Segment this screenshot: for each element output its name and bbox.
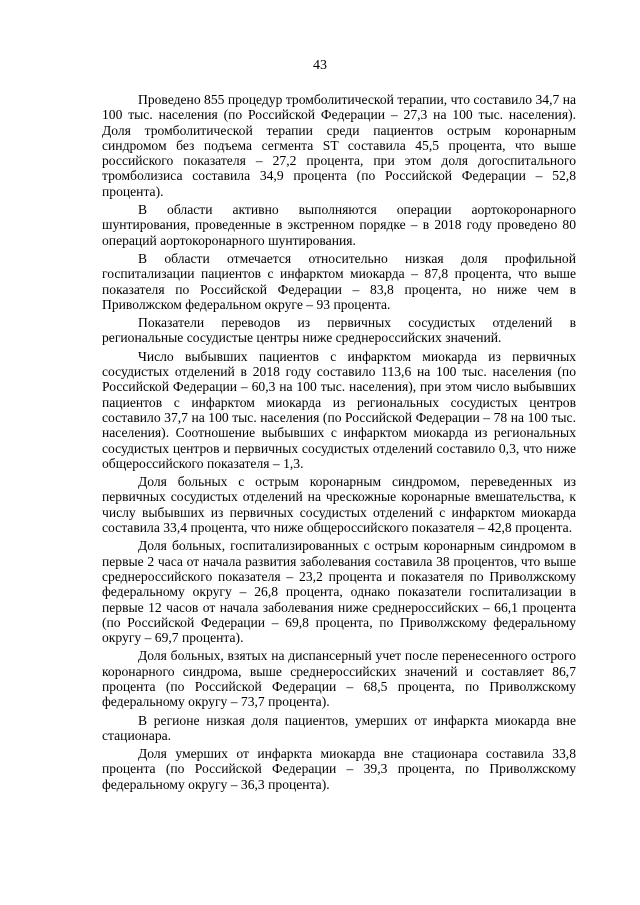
paragraph-transfer-indicators: Показатели переводов из первичных сосудистых отделений в региональные сосудистые центры ниже среднероссийских значений. [102, 315, 576, 346]
paragraph-early-hospitalization: Доля больных, госпитализированных с острым коронарным синдромом в первые 2 часа от начала развития заболевания составила 38 процентов, что выше среднероссийского показателя – 23,2 процента и показателя по Приволжскому федеральному округу – 26,8 процента, однако показатели госпитализации в первые 12 часов от начала заболевания ниже среднероссийских – 66,1 процента (по Российской Федерации – 69,8 процента, по Приволжскому федеральному округу – 69,7 процента). [102, 538, 576, 646]
paragraph-bypass-surgery: В области активно выполняются операции аортокоронарного шунтирования, проведенные в экстренном порядке – в 2018 году проведено 80 операций аортокоронарного шунтирования. [102, 202, 576, 248]
paragraph-profile-hospitalization: В области отмечается относительно низкая доля профильной госпитализации пациентов с инфарктом миокарда – 87,8 процента, что выше показателя по Российской Федерации – 83,8 процента, но ниже чем в Приволжском федеральном округе – 93 процента. [102, 250, 576, 312]
document-body [102, 92, 576, 795]
paragraph-out-of-hospital-deaths-share: Доля умерших от инфаркта миокарда вне стационара составила 33,8 процента (по Российской Федерации – 39,3 процента, по Приволжскому федеральному округу – 36,3 процента). [102, 746, 576, 792]
paragraph-discharged-patients: Число выбывших пациентов с инфарктом миокарда из первичных сосудистых отделений в 2018 году составило 113,6 на 100 тыс. населения (по Российской Федерации – 60,3 на 100 тыс. населения), при этом число выбывших пациентов с инфарктом миокарда из региональных сосудистых центров составило 37,7 на 100 тыс. населения (по Российской Федерации – 78 на 100 тыс. населения). Соотношение выбывших с инфарктом миокарда из региональных сосудистых центров и первичных сосудистых отделений составило 0,3, что ниже общероссийского показателя – 1,3. [102, 348, 576, 471]
paragraph-dispensary-registration: Доля больных, взятых на диспансерный учет после перенесенного острого коронарного синдрома, выше среднероссийских значений и составляет 86,7 процента (по Российской Федерации – 68,5 процента, по Приволжскому федеральному округу – 73,7 процента). [102, 648, 576, 710]
paragraph-pci-transfers: Доля больных с острым коронарным синдромом, переведенных из первичных сосудистых отделений на чрескожные коронарные вмешательства, к числу выбывших из первичных сосудистых отделений с инфарктом миокарда составила 33,4 процента, что ниже общероссийского показателя – 42,8 процента. [102, 474, 576, 536]
page-number: 43 [313, 58, 327, 73]
paragraph-out-of-hospital-deaths-low: В регионе низкая доля пациентов, умерших от инфаркта миокарда вне стационара. [102, 712, 576, 743]
paragraph-thrombolysis: Проведено 855 процедур тромболитической терапии, что составило 34,7 на 100 тыс. населения (по Российской Федерации – 27,3 на 100 тыс. населения). Доля тромболитической терапии среди пациентов острым коронарным синдромом без подъема сегмента ST составила 45,5 процента, что выше российского показателя – 27,2 процента, при этом доля догоспитального тромболизиса составила 34,9 процента (по Российской Федерации – 52,8 процента). [102, 92, 576, 199]
